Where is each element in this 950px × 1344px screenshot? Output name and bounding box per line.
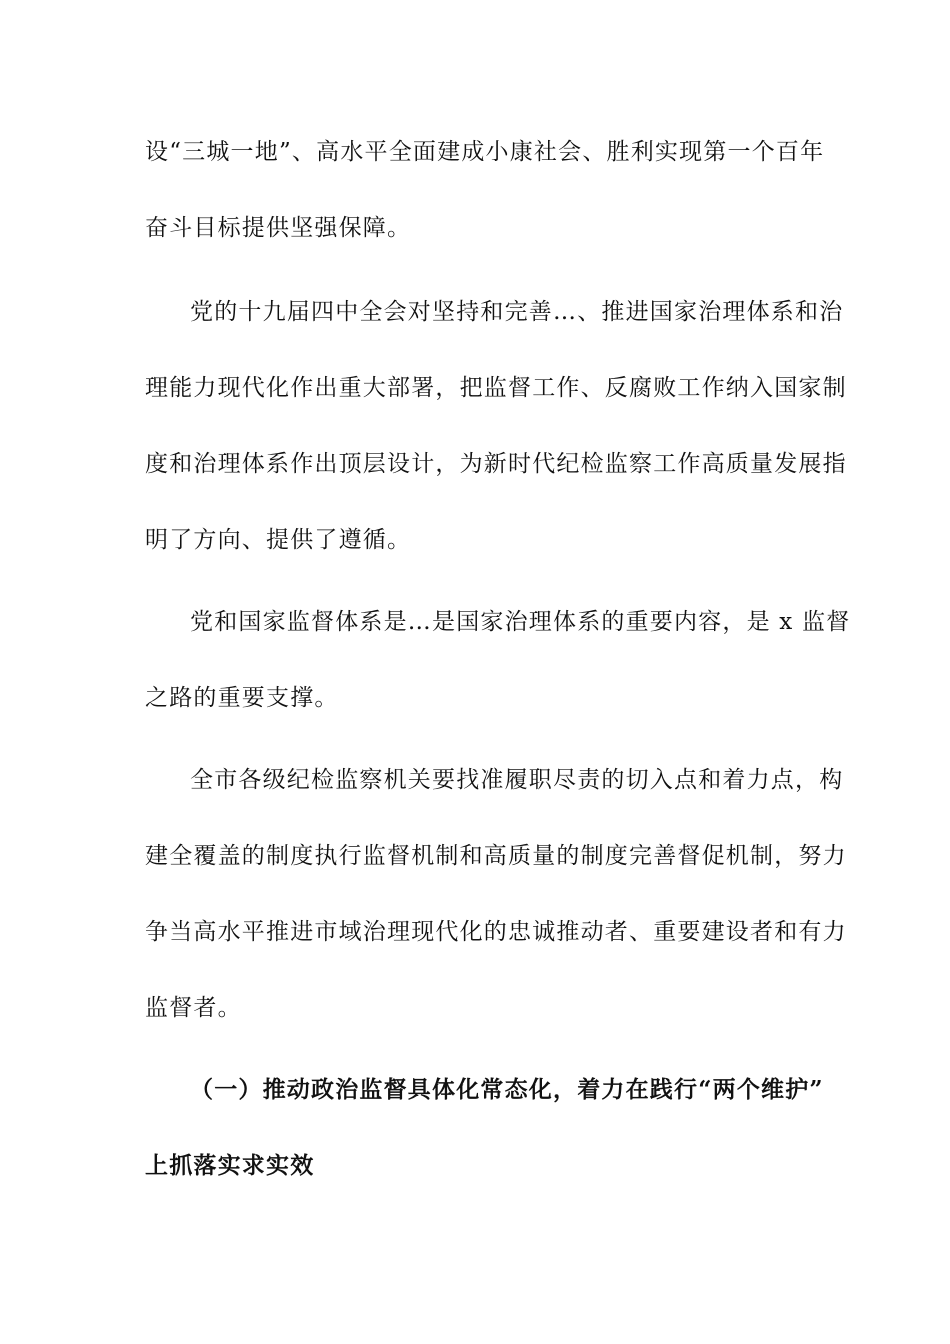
paragraph-1-line-1: 设“三城一地”、高水平全面建成小康社会、胜利实现第一个百年: [145, 139, 825, 165]
paragraph-4-line-3: 争当高水平推进市域治理现代化的忠诚推动者、重要建设者和有力: [145, 919, 847, 945]
paragraph-1-line-2: 奋斗目标提供坚强保障。: [145, 215, 412, 241]
paragraph-4-line-1: 全市各级纪检监察机关要找准履职尽责的切入点和着力点，构: [190, 767, 844, 793]
paragraph-3-line-1: 党和国家监督体系是…是国家治理体系的重要内容，是 x 监督: [190, 609, 851, 635]
paragraph-2-line-3: 度和治理体系作出顶层设计，为新时代纪检监察工作高质量发展指: [145, 451, 847, 477]
paragraph-2-line-2: 理能力现代化作出重大部署，把监督工作、反腐败工作纳入国家制: [145, 375, 847, 401]
paragraph-3-line-2: 之路的重要支撑。: [145, 685, 339, 711]
section-heading-line-2: 上抓落实求实效: [145, 1152, 315, 1179]
paragraph-2-line-1: 党的十九届四中全会对坚持和完善…、推进国家治理体系和治: [190, 299, 844, 325]
paragraph-2-line-4: 明了方向、提供了遵循。: [145, 527, 412, 553]
section-heading-line-1: （一）推动政治监督具体化常态化，着力在践行“两个维护”: [190, 1076, 824, 1103]
paragraph-4-line-2: 建全覆盖的制度执行监督机制和高质量的制度完善督促机制，努力: [145, 843, 847, 869]
paragraph-4-line-4: 监督者。: [145, 995, 242, 1021]
